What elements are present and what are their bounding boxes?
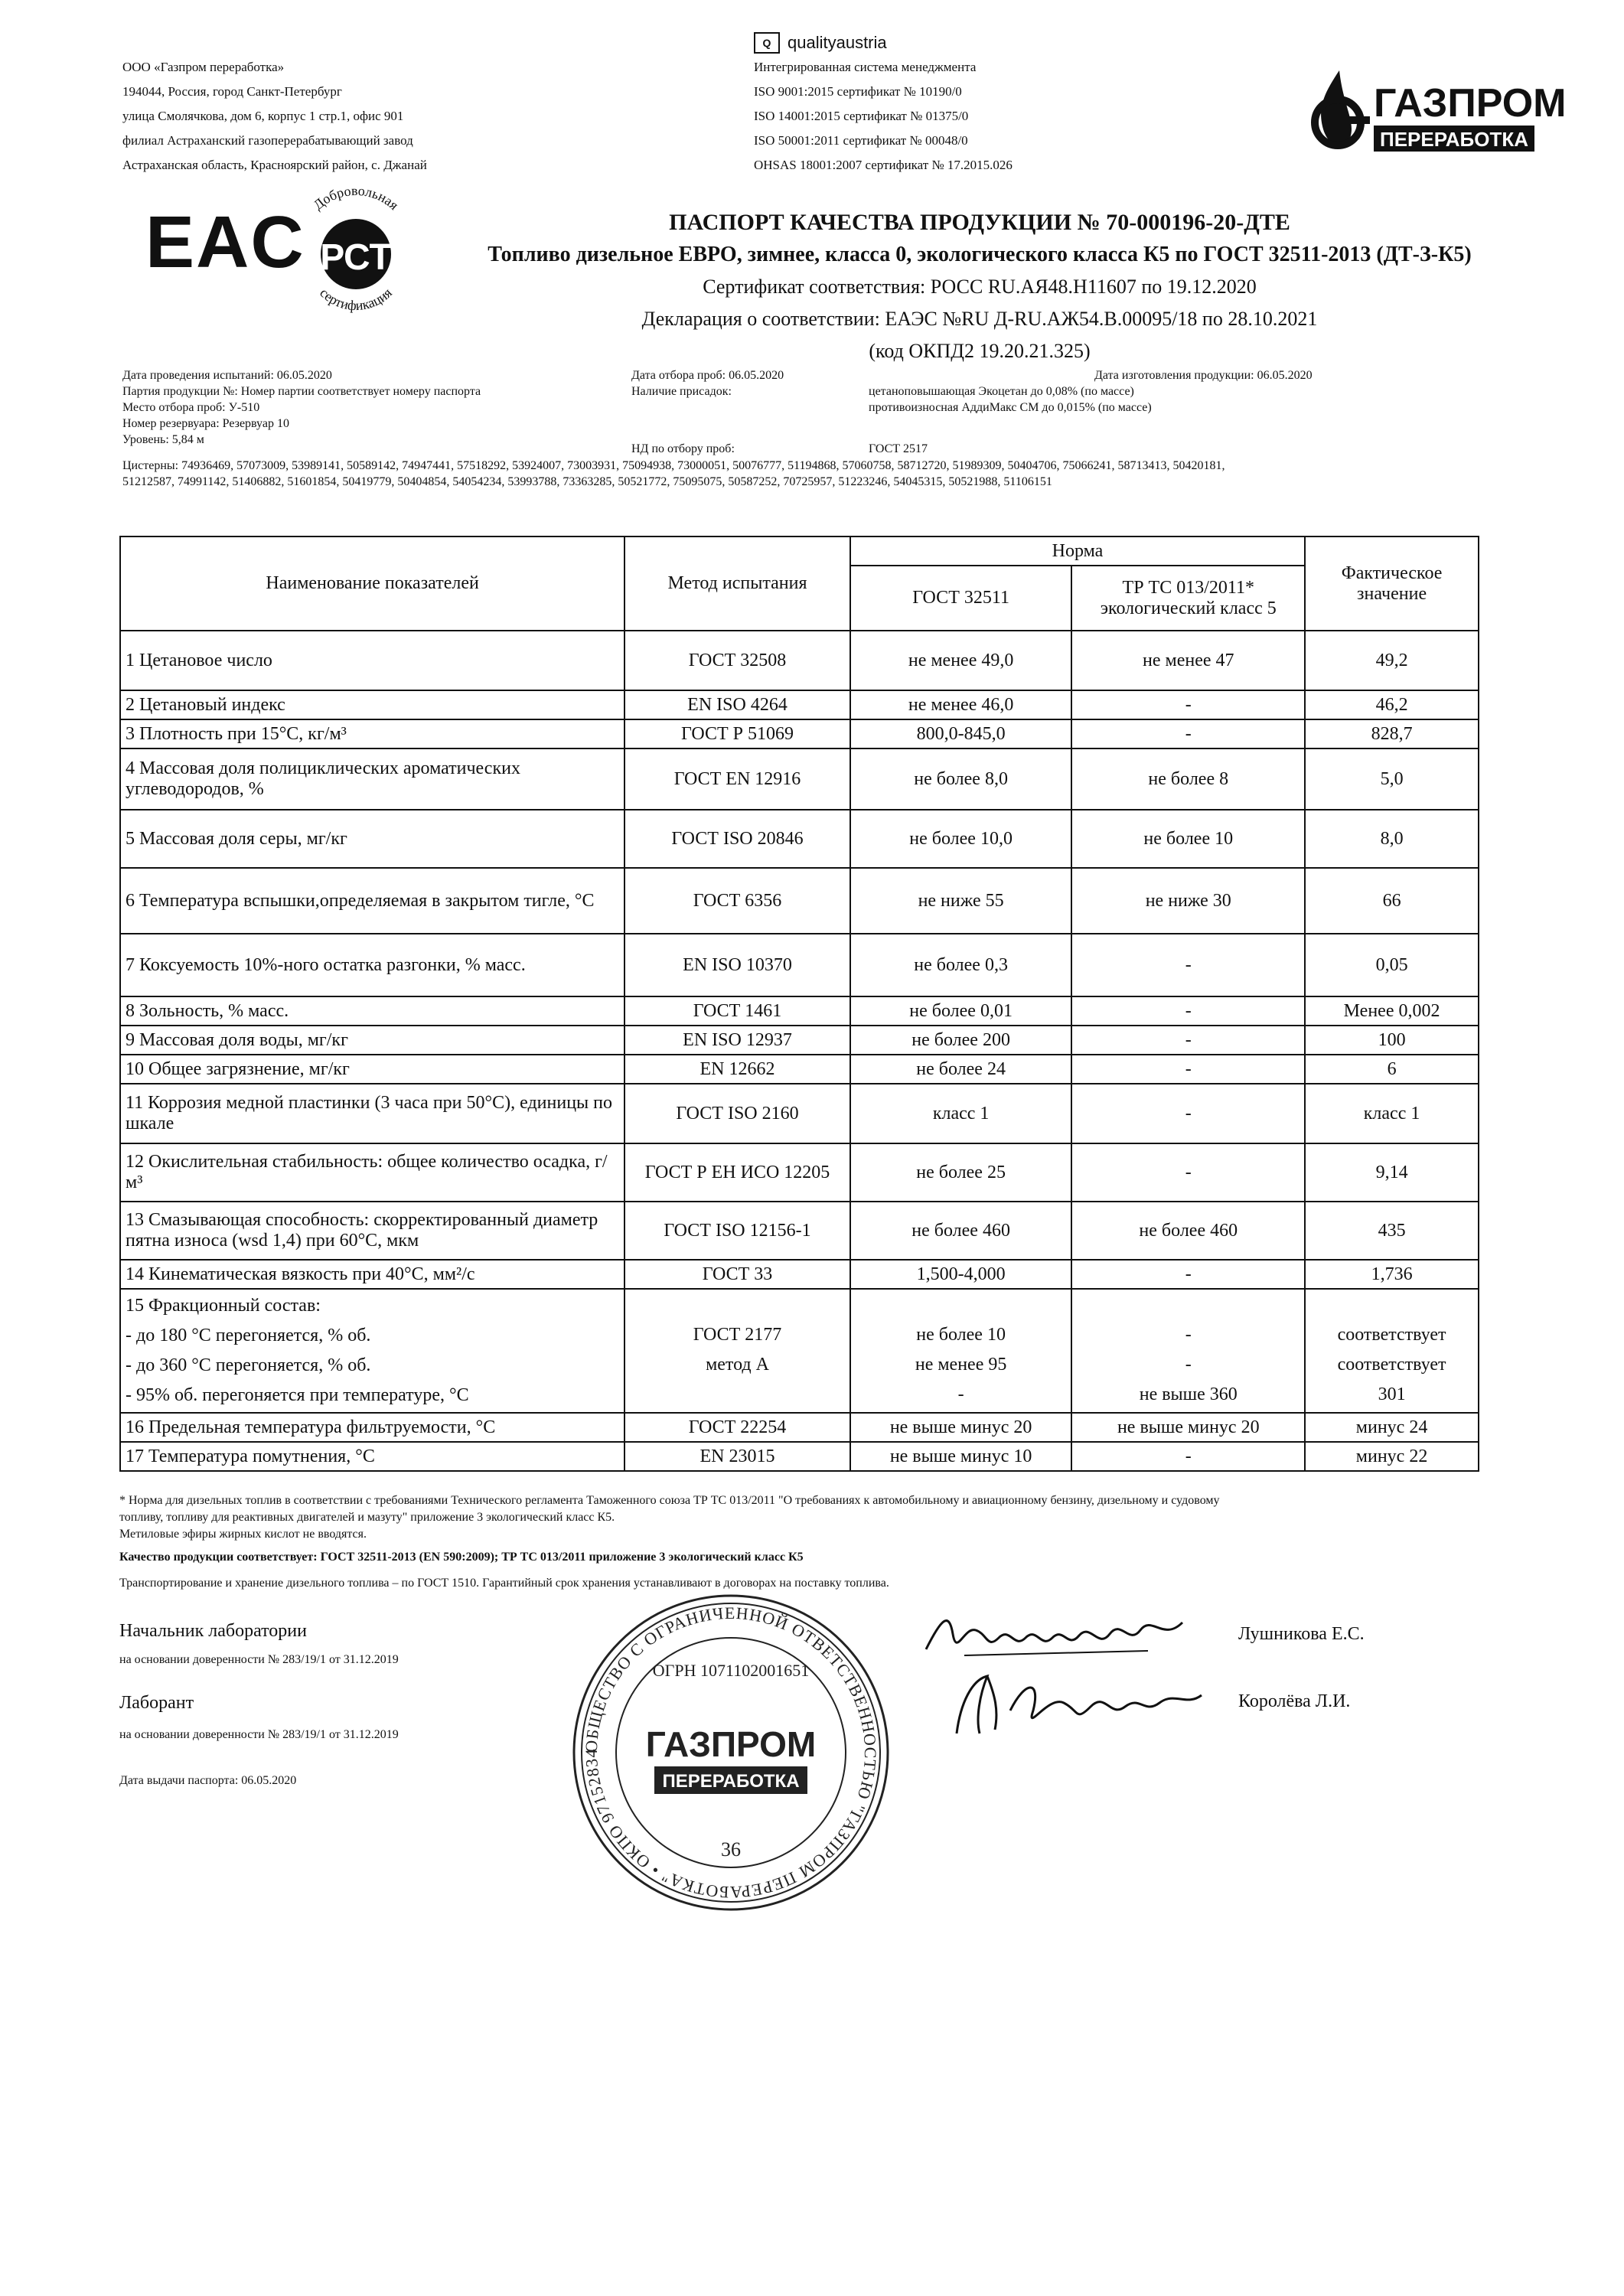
row-tr: не более 8 (1071, 748, 1305, 810)
table-row (120, 719, 1479, 748)
row-name: 11 Коррозия медной пластинки (3 часа при 50°С), единицы по шкале (120, 1084, 624, 1143)
row-method: EN ISO 10370 (624, 934, 850, 996)
row-gost: класс 1 (850, 1084, 1072, 1143)
svg-text:ГАЗПРОМ: ГАЗПРОМ (1374, 81, 1567, 126)
row-value: 100 (1305, 1026, 1479, 1055)
frac-value: 301 (1378, 1384, 1406, 1404)
col-header-name: Наименование показателей (120, 536, 624, 631)
company-line: Астраханская область, Красноярский район, с. Джанай (122, 158, 427, 172)
svg-text:сертификация: сертификация (317, 285, 395, 314)
footnote: * Норма для дизельных топлив в соответствии с требованиями Технического регламента Таможенного союза ТР ТС 013/2011 "О требованиях к автомобильному и авиационному бензину, дизельному и судовому (119, 1494, 1220, 1507)
signature-icon (941, 1665, 1217, 1741)
table-row (120, 748, 1479, 810)
row-name: 13 Смазывающая способность: скорректированный диаметр пятна износа (wsd 1,4) при 60°С, мкм (120, 1202, 624, 1260)
frac-title: 15 Фракционный состав: (126, 1296, 321, 1316)
table-row (120, 631, 1479, 690)
eac-mark: EAC (145, 201, 305, 283)
row-gost: не более 0,3 (850, 934, 1072, 996)
col-header-gost: ГОСТ 32511 (850, 566, 1072, 631)
transport-note: Транспортирование и хранение дизельного топлива – по ГОСТ 1510. Гарантийный срок хранения устанавливают в договорах на поставку топлива. (119, 1577, 889, 1590)
quality-austria-brand (754, 31, 1013, 55)
row-gost: не более 460 (850, 1202, 1072, 1260)
row-tr: - (1071, 996, 1305, 1026)
row-tr: не менее 47 (1071, 631, 1305, 690)
table-row (120, 1260, 1479, 1289)
frac-gost: не менее 95 (915, 1355, 1007, 1375)
row-gost (850, 1289, 1072, 1413)
row-tr: не более 460 (1071, 1202, 1305, 1260)
additive-item: противоизносная АддиМакс СМ до 0,015% (по массе) (869, 401, 1152, 414)
okpd-code: (код ОКПД2 19.20.21.325) (869, 340, 1091, 362)
row-method: EN ISO 12937 (624, 1026, 850, 1055)
row-name: 8 Зольность, % масс. (120, 996, 624, 1026)
row-gost: 800,0-845,0 (850, 719, 1072, 748)
head-signature (918, 1596, 1194, 1668)
rst-certification-mark (283, 184, 429, 318)
lab-title: Лаборант (119, 1693, 194, 1713)
tank-cars-line: Цистерны: 74936469, 57073009, 53989141, 50589142, 74947441, 57518292, 53924007, 73003931, 75094938, 73000051, 50076777, 51194868, 57060758, 58712720, 51989309, 50404706, 75066241, 58713413, 50420181, (122, 459, 1225, 472)
row-value: 9,14 (1305, 1143, 1479, 1202)
row-tr: - (1071, 934, 1305, 996)
lab-signature (941, 1665, 1217, 1745)
frac-value: соответствует (1337, 1355, 1446, 1375)
quality-austria-label: qualityaustria (788, 33, 887, 52)
svg-text:РСТ: РСТ (320, 237, 392, 278)
row-name: 5 Массовая доля серы, мг/кг (120, 810, 624, 868)
row-gost: не более 8,0 (850, 748, 1072, 810)
table-row (120, 1143, 1479, 1202)
row-tr: - (1071, 719, 1305, 748)
additives-label: Наличие присадок: (631, 385, 732, 398)
company-block (122, 55, 427, 178)
sample-date: Дата отбора проб: 06.05.2020 (631, 369, 784, 382)
svg-text:36: 36 (721, 1838, 741, 1861)
row-value: минус 24 (1305, 1413, 1479, 1442)
declaration-line: Декларация о соответствии: ЕАЭС №RU Д-RU.АЖ54.В.00095/18 по 28.10.2021 (641, 308, 1318, 330)
row-value: 49,2 (1305, 631, 1479, 690)
nd-label: НД по отбору проб: (631, 442, 735, 455)
row-tr: - (1071, 1026, 1305, 1055)
lab-name: Королёва Л.И. (1238, 1691, 1351, 1711)
test-meta-left (122, 367, 481, 448)
certificate-line: Сертификат соответствия: РОСС RU.АЯ48.Н11607 по 19.12.2020 (703, 276, 1257, 298)
table-row (120, 1055, 1479, 1084)
rst-mark-icon (283, 184, 429, 314)
row-name: 1 Цетановое число (120, 631, 624, 690)
test-meta-mid (631, 367, 784, 400)
row-name: 17 Температура помутнения, °С (120, 1442, 624, 1471)
row-value: 5,0 (1305, 748, 1479, 810)
row-name: 14 Кинематическая вязкость при 40°С, мм²/с (120, 1260, 624, 1289)
row-value: Менее 0,002 (1305, 996, 1479, 1026)
row-value: минус 22 (1305, 1442, 1479, 1471)
col-header-actual: Фактическое значение (1305, 536, 1479, 631)
row-gost: не более 24 (850, 1055, 1072, 1084)
row-tr: не выше минус 20 (1071, 1413, 1305, 1442)
certification-block (754, 31, 1013, 178)
tank-number: Номер резервуара: Резервуар 10 (122, 417, 289, 430)
row-gost: не ниже 55 (850, 868, 1072, 934)
tank-level: Уровень: 5,84 м (122, 433, 204, 446)
row-gost: не менее 46,0 (850, 690, 1072, 719)
table-row (120, 996, 1479, 1026)
frac-tr: не выше 360 (1139, 1384, 1238, 1404)
row-tr (1071, 1289, 1305, 1413)
frac-value: соответствует (1337, 1325, 1446, 1345)
row-name: 9 Массовая доля воды, мг/кг (120, 1026, 624, 1055)
row-gost: не более 10,0 (850, 810, 1072, 868)
frac-method: метод А (706, 1355, 769, 1375)
row-tr: не ниже 30 (1071, 868, 1305, 934)
row-name: 12 Окислительная стабильность: общее количество осадка, г/м³ (120, 1143, 624, 1202)
gazprom-logo (1301, 63, 1567, 166)
company-stamp (570, 1592, 892, 1917)
row-method: ГОСТ ISO 2160 (624, 1084, 850, 1143)
footnote: топливу, топливу для реактивных двигателей и мазуту" приложение 3 экологический класс К5. (119, 1511, 615, 1524)
row-gost: не более 25 (850, 1143, 1072, 1202)
row-method: EN ISO 4264 (624, 690, 850, 719)
row-tr: - (1071, 1055, 1305, 1084)
row-value: 46,2 (1305, 690, 1479, 719)
row-name: 7 Коксуемость 10%-ного остатка разгонки, % масс. (120, 934, 624, 996)
row-tr: не более 10 (1071, 810, 1305, 868)
tank-cars-line: 51212587, 74991142, 51406882, 51601854, 50419779, 50404854, 54054234, 53993788, 73363285, 50521772, 75095075, 50587252, 70725957, 51223246, 54045315, 50521988, 51106151 (122, 475, 1052, 488)
footnotes (119, 1492, 1497, 1592)
lab-basis: на основании доверенности № 283/19/1 от 31.12.2019 (119, 1728, 399, 1741)
gazprom-logo-icon (1301, 63, 1567, 162)
svg-text:ГАЗПРОМ: ГАЗПРОМ (645, 1724, 817, 1764)
nd-value: ГОСТ 2517 (869, 442, 928, 455)
additive-item: цетаноповышающая Экоцетан до 0,08% (по массе) (869, 385, 1134, 398)
footnote: Метиловые эфиры жирных кислот не вводятся. (119, 1528, 367, 1541)
sampling-place: Место отбора проб: У-510 (122, 401, 260, 414)
row-name (120, 1289, 624, 1413)
row-method: ГОСТ 1461 (624, 996, 850, 1026)
row-method: ГОСТ 33 (624, 1260, 850, 1289)
table-row-fractional (120, 1289, 1479, 1413)
cert-line: Интегрированная система менеджмента (754, 60, 977, 74)
row-value: 6 (1305, 1055, 1479, 1084)
row-value (1305, 1289, 1479, 1413)
row-name: 10 Общее загрязнение, мг/кг (120, 1055, 624, 1084)
row-method: ГОСТ Р 51069 (624, 719, 850, 748)
cert-line: ISO 9001:2015 сертификат № 10190/0 (754, 84, 962, 99)
test-date: Дата проведения испытаний: 06.05.2020 (122, 369, 332, 382)
svg-text:ПЕРЕРАБОТКА: ПЕРЕРАБОТКА (662, 1771, 800, 1792)
svg-text:ОБЩЕСТВО С ОГРАНИЧЕННОЙ ОТВЕТС: ОБЩЕСТВО С ОГРАНИЧЕННОЙ ОТВЕТСТВЕННОСТЬЮ "ГАЗПРОМ ПЕРЕРАБОТКА" • ОКПО 97152834 (581, 1603, 881, 1903)
frac-sub: - до 180 °С перегоняется, % об. (126, 1326, 371, 1345)
issue-date: Дата выдачи паспорта: 06.05.2020 (119, 1774, 297, 1787)
row-gost: не выше минус 10 (850, 1442, 1072, 1471)
svg-text:ОГРН 1071102001651: ОГРН 1071102001651 (652, 1661, 810, 1680)
quality-austria-icon: Q (754, 32, 780, 54)
table-row (120, 1202, 1479, 1260)
frac-method: ГОСТ 2177 (693, 1325, 782, 1345)
batch-number: Партия продукции №: Номер партии соответствует номеру паспорта (122, 385, 481, 398)
row-name: 6 Температура вспышки,определяемая в закрытом тигле, °С (120, 868, 624, 934)
table-row (120, 1084, 1479, 1143)
product-name: Топливо дизельное ЕВРО, зимнее, класса 0, экологического класса К5 по ГОСТ 32511-2013 (ДТ-З-К5) (488, 243, 1472, 266)
frac-tr: - (1185, 1355, 1192, 1375)
row-value: 66 (1305, 868, 1479, 934)
passport-title: ПАСПОРТ КАЧЕСТВА ПРОДУКЦИИ № 70-000196-20-ДТЕ (669, 210, 1290, 235)
cert-line: ISO 50001:2011 сертификат № 00048/0 (754, 133, 968, 148)
row-gost: не выше минус 20 (850, 1413, 1072, 1442)
table-row (120, 810, 1479, 868)
row-method: ГОСТ ISO 12156-1 (624, 1202, 850, 1260)
row-gost: не более 0,01 (850, 996, 1072, 1026)
row-tr: - (1071, 1143, 1305, 1202)
tank-cars (122, 458, 1500, 490)
row-value: 1,736 (1305, 1260, 1479, 1289)
frac-gost: не более 10 (916, 1325, 1006, 1345)
row-method: EN 12662 (624, 1055, 850, 1084)
row-method: ГОСТ ISO 20846 (624, 810, 850, 868)
col-header-method: Метод испытания (624, 536, 850, 631)
row-name: 16 Предельная температура фильтруемости, °С (120, 1413, 624, 1442)
row-tr: - (1071, 1260, 1305, 1289)
row-tr: - (1071, 1442, 1305, 1471)
row-method: ГОСТ Р ЕН ИСО 12205 (624, 1143, 850, 1202)
head-name: Лушникова Е.С. (1238, 1624, 1365, 1644)
table-row (120, 690, 1479, 719)
row-value: 8,0 (1305, 810, 1479, 868)
quality-table (119, 536, 1479, 1472)
row-value: 435 (1305, 1202, 1479, 1260)
frac-sub: - 95% об. перегоняется при температуре, °С (126, 1385, 469, 1405)
frac-sub: - до 360 °С перегоняется, % об. (126, 1355, 371, 1375)
signature-icon (918, 1596, 1194, 1665)
company-line: 194044, Россия, город Санкт-Петербург (122, 84, 342, 99)
row-name: 4 Массовая доля полициклических ароматических углеводородов, % (120, 748, 624, 810)
table-row (120, 1413, 1479, 1442)
stamp-icon (570, 1592, 892, 1913)
table-row (120, 1026, 1479, 1055)
row-method: ГОСТ EN 12916 (624, 748, 850, 810)
row-gost: не менее 49,0 (850, 631, 1072, 690)
row-method: ГОСТ 6356 (624, 868, 850, 934)
row-tr: - (1071, 1084, 1305, 1143)
additives-list (869, 383, 1152, 416)
company-line: ООО «Газпром переработка» (122, 60, 285, 74)
row-method: ГОСТ 22254 (624, 1413, 850, 1442)
svg-text:ПЕРЕРАБОТКА: ПЕРЕРАБОТКА (1380, 128, 1528, 151)
quality-statement: Качество продукции соответствует: ГОСТ 32511-2013 (EN 590:2009); ТР ТС 013/2011 приложение 3 экологический класс К5 (119, 1551, 804, 1564)
frac-gost: - (957, 1384, 964, 1404)
company-line: улица Смолячкова, дом 6, корпус 1 стр.1, офис 901 (122, 109, 404, 123)
cert-line: ISO 14001:2015 сертификат № 01375/0 (754, 109, 969, 123)
col-header-norm: Норма (850, 536, 1305, 566)
table-row (120, 934, 1479, 996)
company-line: филиал Астраханский газоперерабатывающий завод (122, 133, 413, 148)
cert-line: OHSAS 18001:2007 сертификат № 17.2015.026 (754, 158, 1013, 172)
table-row (120, 868, 1479, 934)
frac-tr: - (1185, 1325, 1192, 1345)
row-gost: не более 200 (850, 1026, 1072, 1055)
row-gost: 1,500-4,000 (850, 1260, 1072, 1289)
manufacture-date: Дата изготовления продукции: 06.05.2020 (1094, 369, 1313, 382)
row-method: EN 23015 (624, 1442, 850, 1471)
svg-text:Добровольная: Добровольная (310, 184, 402, 214)
row-value: 0,05 (1305, 934, 1479, 996)
row-name: 2 Цетановый индекс (120, 690, 624, 719)
row-method: ГОСТ 32508 (624, 631, 850, 690)
head-title: Начальник лаборатории (119, 1621, 307, 1641)
row-value: 828,7 (1305, 719, 1479, 748)
document-title (429, 207, 1531, 367)
row-method (624, 1289, 850, 1413)
row-name: 3 Плотность при 15°С, кг/м³ (120, 719, 624, 748)
row-value: класс 1 (1305, 1084, 1479, 1143)
row-tr: - (1071, 690, 1305, 719)
col-header-tr: ТР ТС 013/2011* экологический класс 5 (1071, 566, 1305, 631)
head-basis: на основании доверенности № 283/19/1 от 31.12.2019 (119, 1653, 399, 1666)
table-row (120, 1442, 1479, 1471)
